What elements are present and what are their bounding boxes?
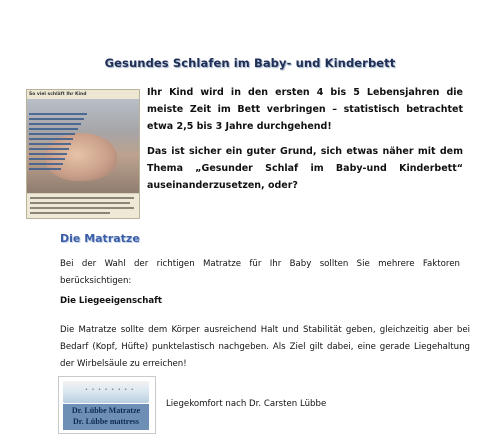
- clipping-caption-text: [27, 194, 139, 218]
- section-body-text: Die Matratze sollte dem Körper ausreichend Halt und Stabilität geben, gleichzeitig aber bei Bedarf (Kopf, Hüfte) punktelastisch nachgeben. Als Ziel gilt dabei, eine gerade Liegehaltung der Wirbelsäule zu erreichen!: [60, 325, 470, 369]
- dr-luebbe-logo: [58, 376, 156, 434]
- sleep-duration-bars: [29, 111, 91, 173]
- clipping-headline: So viel schläft Ihr Kind: [27, 90, 139, 99]
- section-heading-matratze: Die Matratze: [60, 232, 140, 245]
- logo-line-2: Dr. Lübbe mattress: [72, 417, 139, 426]
- logo-text-band: [63, 404, 149, 430]
- mattress-illustration: • • • • • • • •: [63, 381, 149, 403]
- page-title: Gesundes Schlafen im Baby- und Kinderbett: [104, 56, 396, 70]
- newspaper-clipping-image: [26, 89, 140, 219]
- subheading-liegeeigenschaft: Die Liegeeigenschaft: [60, 296, 162, 306]
- intro-paragraph-2-text: Das ist sicher ein guter Grund, sich etwas näher mit dem Thema „Gesunder Schlaf im Baby-und Kinderbett“ auseinanderzusetzen, oder?: [147, 146, 463, 191]
- logo-line-1: Dr. Lübbe Matratze: [71, 406, 141, 415]
- intro-paragraph-2: [147, 143, 463, 194]
- sleeping-baby-photo: [27, 99, 139, 193]
- section-intro-text: Bei der Wahl der richtigen Matratze für Ihr Baby sollten Sie mehrere Faktoren berücksichtigen:: [60, 259, 460, 286]
- logo-caption: Liegekomfort nach Dr. Carsten Lübbe: [166, 399, 327, 409]
- intro-paragraph-1: Ihr Kind wird in den ersten 4 bis 5 Lebensjahren die meiste Zeit im Bett verbringen – statistisch betrachtet etwa 2,5 bis 3 Jahre durchgehend!: [147, 87, 463, 132]
